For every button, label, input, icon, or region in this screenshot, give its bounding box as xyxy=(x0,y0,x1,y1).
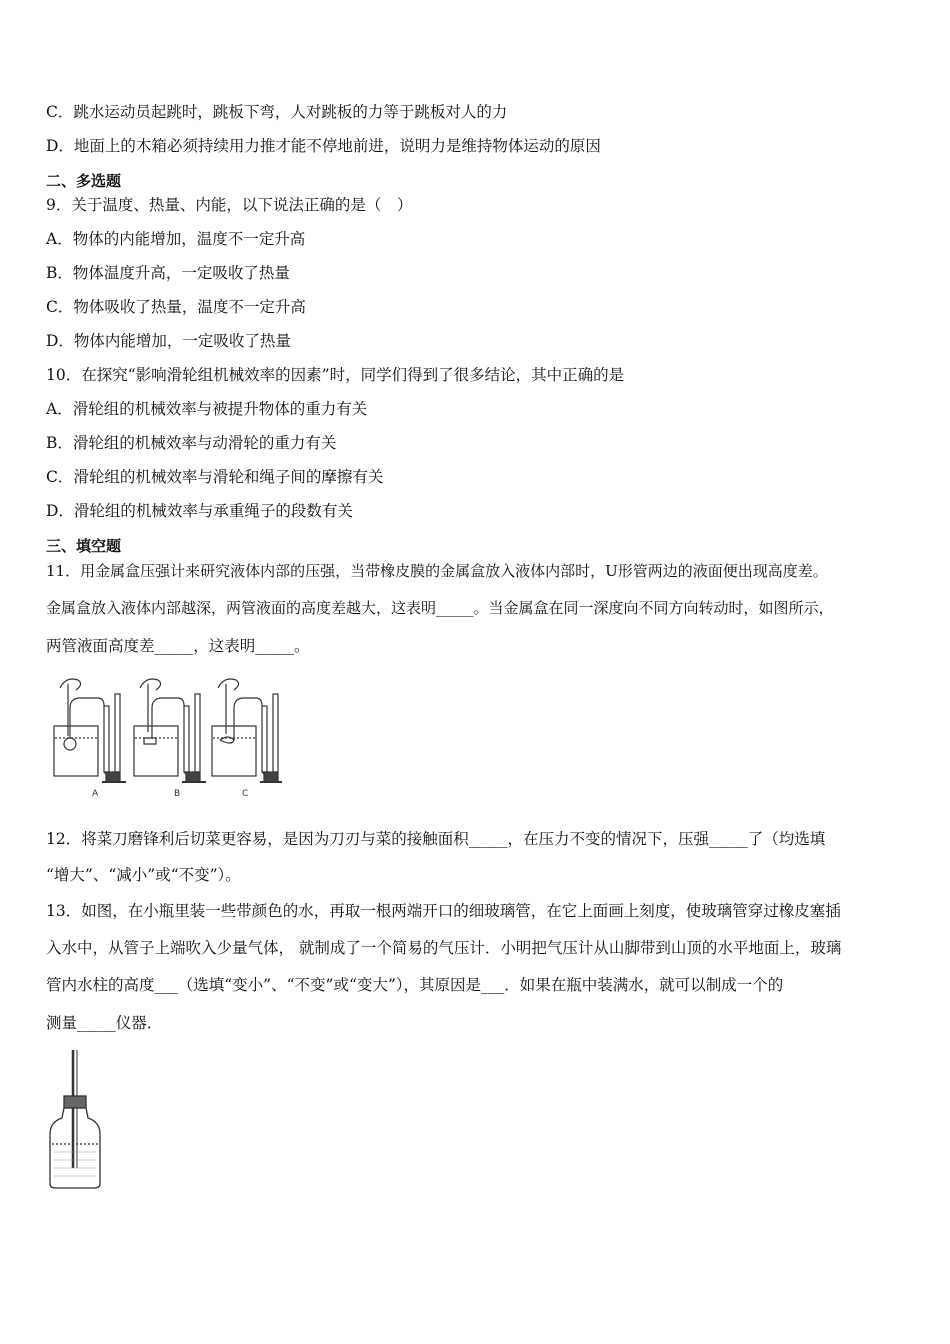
figure-label-a: A xyxy=(92,789,99,799)
q9-stem: 9．关于温度、热量、内能，以下说法正确的是（ ） xyxy=(46,196,413,214)
q13-line-1: 13．如图，在小瓶里装一些带颜色的水，再取一根两端开口的细玻璃管，在它上面画上刻度，使玻璃管穿过橡皮塞插 xyxy=(46,902,841,920)
q13-line-3: 管内水柱的高度___（选填“变小”、“不变”或“变大”），其原因是___．如果在瓶中装满水，就可以制成一个的 xyxy=(46,976,784,994)
q10-option-a: A．滑轮组的机械效率与被提升物体的重力有关 xyxy=(46,400,368,418)
q11-line-1: 11．用金属盒压强计来研究液体内部的压强，当带橡皮膜的金属盒放入液体内部时，U形管两边的液面便出现高度差。 xyxy=(46,562,828,580)
q9-option-c: C．物体吸收了热量，温度不一定升高 xyxy=(46,298,306,316)
q13-line-4: 测量_____仪器． xyxy=(46,1014,163,1032)
q11-pressure-gauge-figure xyxy=(46,668,282,802)
q9-option-b: B．物体温度升高，一定吸收了热量 xyxy=(46,264,290,282)
gauge-a-illustration xyxy=(54,679,126,782)
q13-line-2: 入水中，从管子上端吹入少量气体， 就制成了一个简易的气压计．小明把气压计从山脚带到山顶的水平地面上，玻璃 xyxy=(46,939,842,957)
gauge-b-illustration xyxy=(134,679,206,782)
q13-barometer-figure xyxy=(44,1048,104,1192)
q8-option-c: C．跳水运动员起跳时，跳板下弯，人对跳板的力等于跳板对人的力 xyxy=(46,103,508,121)
q9-option-d: D．物体内能增加，一定吸收了热量 xyxy=(46,332,291,350)
q12-line-1: 12．将菜刀磨锋利后切菜更容易，是因为刀刃与菜的接触面积_____，在压力不变的情况下，压强_____了（均选填 xyxy=(46,830,826,848)
q10-option-c: C．滑轮组的机械效率与滑轮和绳子间的摩擦有关 xyxy=(46,468,384,486)
gauge-c-illustration xyxy=(212,679,282,782)
q11-line-3: 两管液面高度差_____，这表明_____。 xyxy=(46,637,310,655)
figure-label-b: B xyxy=(174,789,181,799)
q9-option-a: A．物体的内能增加，温度不一定升高 xyxy=(46,230,306,248)
section-heading-multiple-choice: 二、多选题 xyxy=(46,172,122,190)
q8-option-d: D．地面上的木箱必须持续用力推才能不停地前进，说明力是维持物体运动的原因 xyxy=(46,137,601,155)
q10-stem: 10．在探究“影响滑轮组机械效率的因素”时，同学们得到了很多结论，其中正确的是 xyxy=(46,366,625,384)
q10-option-b: B．滑轮组的机械效率与动滑轮的重力有关 xyxy=(46,434,337,452)
section-heading-fill-in: 三、填空题 xyxy=(46,537,122,555)
q11-line-2: 金属盒放入液体内部越深，两管液面的高度差越大，这表明_____。当金属盒在同一深度向不同方向转动时，如图所示， xyxy=(46,599,834,617)
q10-option-d: D．滑轮组的机械效率与承重绳子的段数有关 xyxy=(46,502,353,520)
q12-line-2: “增大”、“减小”或“不变”）。 xyxy=(46,866,241,884)
figure-label-c: C xyxy=(242,789,249,799)
